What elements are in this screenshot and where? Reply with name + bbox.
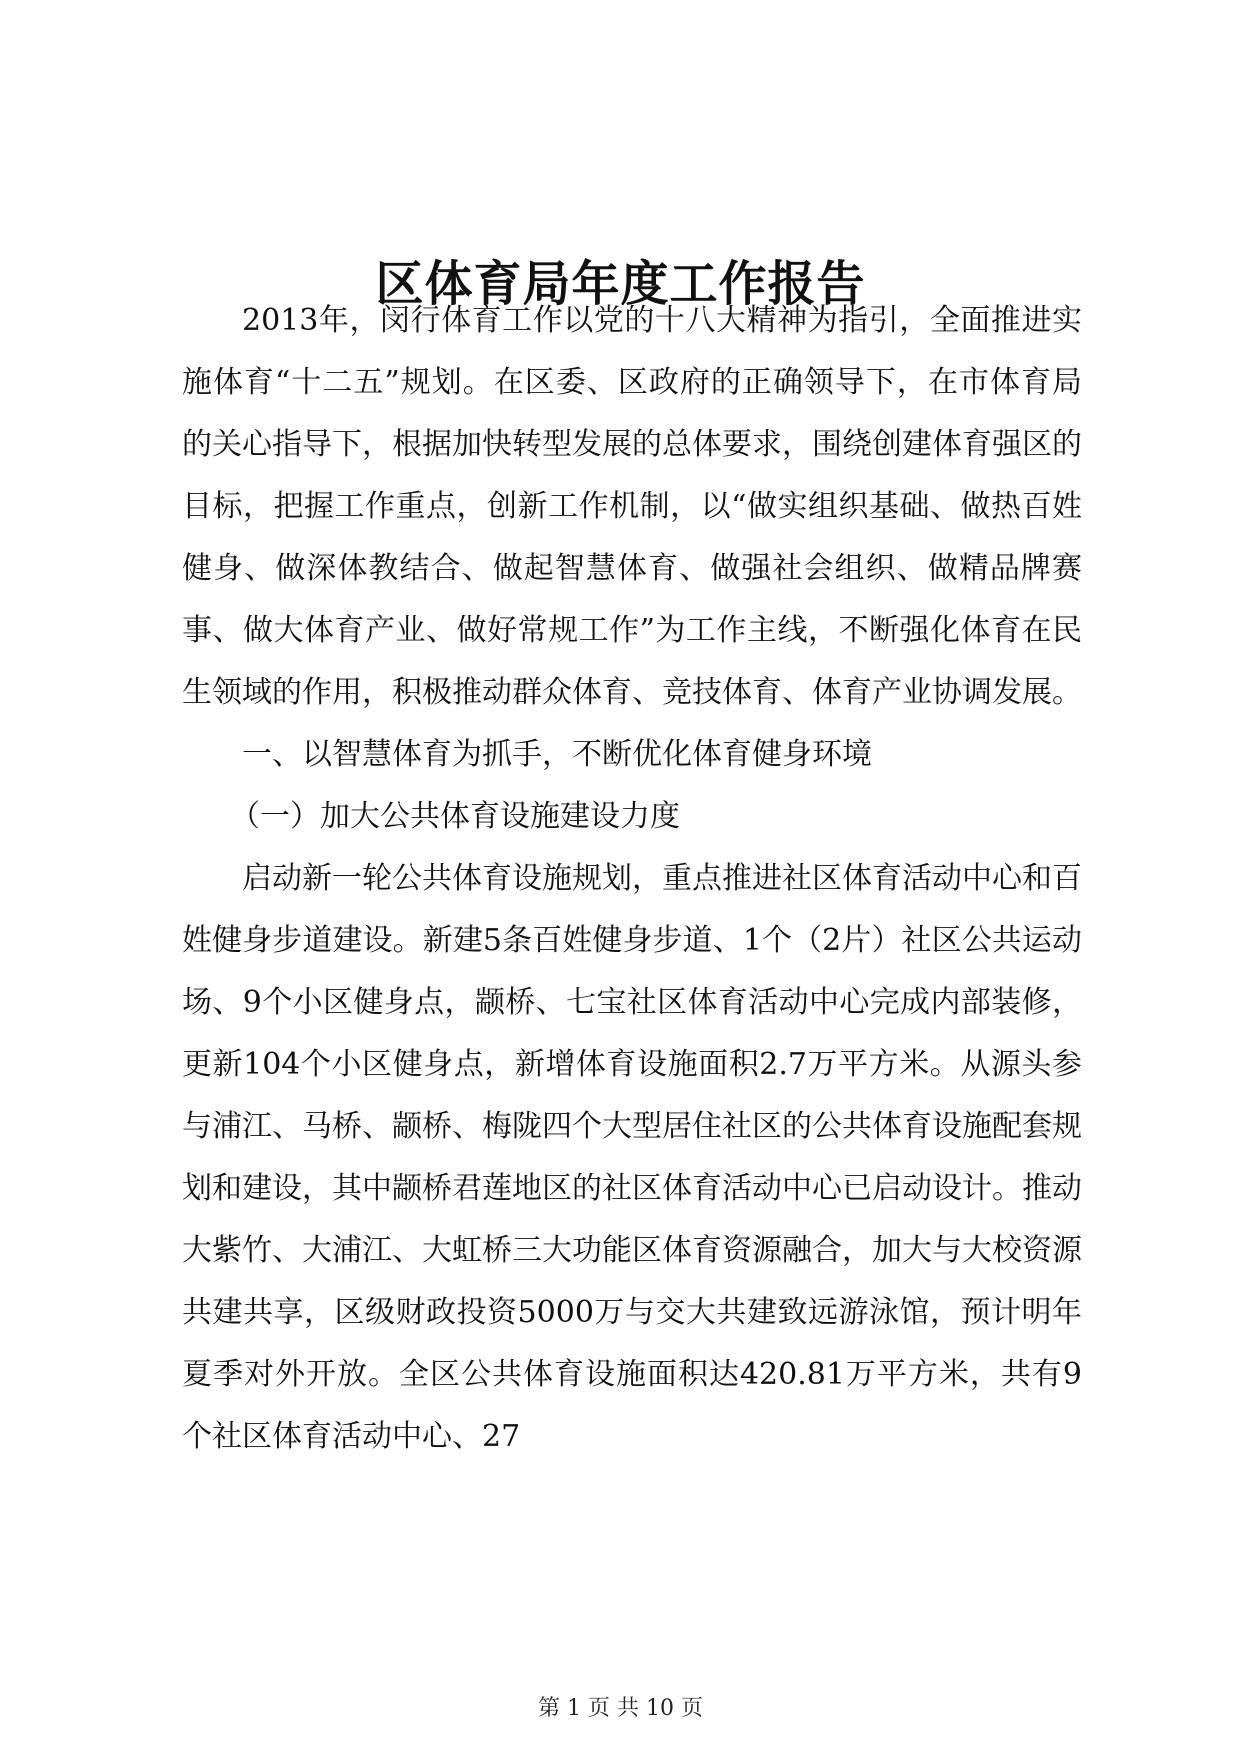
intro-paragraph: 2013年，闵行体育工作以党的十八大精神为指引，全面推进实施体育“十二五”规划。在区委、区政府的正确领导下，在市体育局的关心指导下，根据加快转型发展的总体要求，围绕创建体育强区的目标，把握工作重点，创新工作机制，以“做实组织基础、做热百姓健身、做深体教结合、做起智慧体育、做强社会组织、做精品牌赛事、做大体育产业、做好常规工作”为工作主线，不断强化体育在民生领域的作用，积极推动群众体育、竞技体育、体育产业协调发展。 xyxy=(182,303,1082,710)
document-title: 区体育局年度工作报告 xyxy=(375,256,866,313)
section-heading: 一、以智慧体育为抓手，不断优化体育健身环境 xyxy=(242,737,872,772)
page-number-footer: 第 1 页 共 10 页 xyxy=(538,1696,703,1721)
subsection-heading: （一）加大公共体育设施建设力度 xyxy=(230,799,680,834)
document-body xyxy=(182,290,1082,1468)
section-paragraph: 启动新一轮公共体育设施规划，重点推进社区体育活动中心和百姓健身步道建设。新建5条百姓健身步道、1个（2片）社区公共运动场、9个小区健身点，颛桥、七宝社区体育活动中心完成内部装修，更新104个小区健身点，新增体育设施面积2.7万平方米。从源头参与浦江、马桥、颛桥、梅陇四个大型居住社区的公共体育设施配套规划和建设，其中颛桥君莲地区的社区体育活动中心已启动设计。推动大紫竹、大浦江、大虹桥三大功能区体育资源融合，加大与大校资源共建共享，区级财政投资5000万与交大共建致远游泳馆，预计明年夏季对外开放。全区公共体育设施面积达420.81万平方米，共有9个社区体育活动中心、27 xyxy=(182,861,1082,1454)
